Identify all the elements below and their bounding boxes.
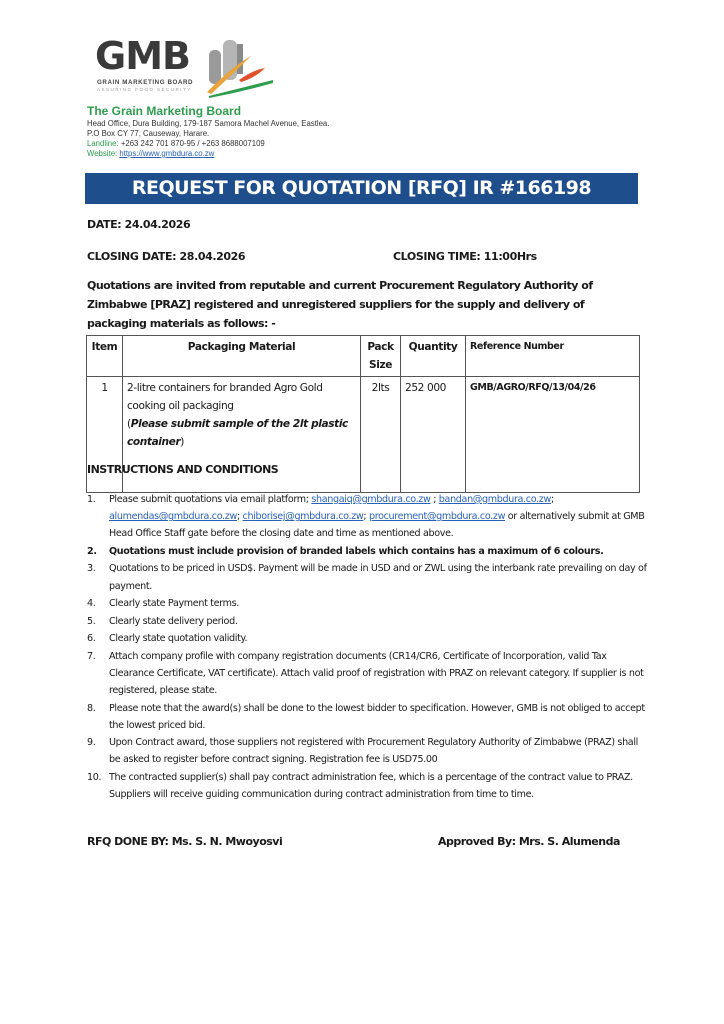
email-link-alumendas[interactable]: alumendas@gmbdura.co.zw [109, 511, 237, 523]
landline [87, 139, 265, 148]
separator: ; [236, 511, 243, 523]
instruction-item [87, 734, 647, 768]
item-text: Clearly state quotation validity. [109, 633, 248, 645]
item-text: Clearly state delivery period. [109, 615, 238, 627]
col-pack-size: Pack Size [361, 336, 401, 377]
grain-silo-icon [203, 36, 273, 98]
col-material: Packaging Material [123, 336, 361, 377]
instruction-item [87, 648, 647, 700]
rfq-date: DATE: 24.04.2026 [87, 218, 191, 231]
intro-paragraph: Quotations are invited from reputable and current Procurement Regulatory Authority of Zimbabwe [PRAZ] registered and unregistered suppliers for the supply and delivery of packaging materials as follows: - [87, 279, 593, 330]
item-text: Attach company profile with company registration documents (CR14/CR6, Certificate of Incorporation, valid Tax Clearance Certificate, VAT certificate). Attach valid proof of registration with PRAZ on relevant category. If supplier is not registered, please state. [109, 650, 644, 697]
col-item: Item [87, 336, 123, 377]
instruction-item [87, 613, 647, 630]
separator: ; [550, 494, 554, 505]
instruction-item [87, 543, 647, 560]
gmb-logo [95, 36, 270, 98]
item-number: 3. [87, 563, 96, 575]
cell-item: 1 [87, 377, 123, 493]
col-quantity: Quantity [401, 336, 466, 377]
website-label: Website: [87, 149, 118, 158]
logo-wordmark: GMB [95, 34, 190, 78]
material-description: 2-litre containers for branded Agro Gold cooking oil packaging [127, 382, 323, 412]
instruction-item [87, 560, 647, 594]
landline-value: +263 242 701 870-95 / +263 8688007109 [120, 139, 265, 148]
separator: ; [430, 494, 439, 505]
logo-subtitle: GRAIN MARKETING BOARD [97, 79, 194, 86]
item-number: 7. [87, 650, 96, 662]
cell-quantity: 252 000 [401, 377, 466, 493]
cell-reference: GMB/AGRO/RFQ/13/04/26 [466, 377, 640, 493]
instructions-list [87, 491, 647, 804]
email-link-procurement[interactable]: procurement@gmbdura.co.zw [368, 511, 506, 523]
instruction-item [87, 491, 647, 543]
email-link-chiborisej[interactable]: chiborisej@gmbdura.co.zw [242, 511, 364, 523]
landline-label: Landline: [87, 139, 119, 148]
email-link-bandan[interactable]: bandan@gmbdura.co.zw [438, 494, 551, 505]
item-number: 5. [87, 615, 96, 627]
approved-by: Approved By: Mrs. S. Alumenda [438, 835, 620, 848]
cell-pack-size: 2lts [361, 377, 401, 493]
item-text: Please note that the award(s) shall be done to the lowest bidder to specification. However, GMB is not obliged to accept the lowest priced bid. [109, 702, 645, 731]
instructions-heading: INSTRUCTIONS AND CONDITIONS [87, 463, 279, 476]
email-link-shangaiq[interactable]: shangaiq@gmbdura.co.zw [311, 494, 431, 505]
note-paren-close: ) [180, 436, 185, 448]
item-text: Quotations to be priced in USD$. Payment will be made in USD and or ZWL using the interbank rate prevailing on day of payment. [109, 563, 647, 592]
closing-time: CLOSING TIME: 11:00Hrs [393, 250, 537, 263]
rfq-done-by: RFQ DONE BY: Ms. S. N. Mwoyosvi [87, 835, 283, 848]
item-number: 9. [87, 737, 96, 749]
separator: ; [363, 511, 369, 523]
instruction-item [87, 769, 647, 803]
item-number: 2. [87, 545, 97, 557]
instruction-item [87, 700, 647, 734]
col-reference: Reference Number [466, 336, 640, 377]
item-text: Upon Contract award, those suppliers not registered with Procurement Regulatory Authority of Zimbabwe (PRAZ) shall be asked to register before contract signing. Registration fee is USD75.00 [109, 737, 638, 766]
instruction-item [87, 630, 647, 647]
material-note: Please submit sample of the 2lt plastic container [127, 418, 348, 448]
instruction-item [87, 595, 647, 612]
item-number: 8. [87, 702, 96, 714]
item-text: Clearly state Payment terms. [109, 598, 239, 610]
item-text: Quotations must include provision of branded labels which contains has a maximum of 6 colours. [109, 545, 604, 557]
website [87, 149, 214, 158]
item-number: 4. [87, 598, 96, 610]
note-paren-open: ( [127, 418, 131, 430]
website-link[interactable]: https://www.gmbdura.co.zw [119, 149, 215, 158]
logo-tagline: ASSURING FOOD SECURITY [97, 87, 192, 92]
item-number: 1. [87, 494, 96, 505]
item-text: The contracted supplier(s) shall pay contract administration fee, which is a percentage of the contract value to PRAZ. Suppliers will receive guiding communication during contract administration from time to time. [109, 771, 633, 801]
item-number: 6. [87, 633, 96, 645]
org-name: The Grain Marketing Board [87, 104, 242, 118]
item-text: or alternatively submit at GMB Head Office Staff gate before the closing date and time as mentioned above. [109, 511, 645, 540]
item-text: Please submit quotations via email platform; [109, 494, 312, 505]
address-line-1: Head Office, Dura Building, 179-187 Samora Machel Avenue, Eastlea. [87, 119, 330, 128]
closing-date: CLOSING DATE: 28.04.2026 [87, 250, 246, 263]
table-header-row [87, 336, 640, 377]
address-line-2: P.O Box CY 77, Causeway, Harare. [87, 129, 210, 138]
item-number: 10. [87, 771, 102, 783]
rfq-title-banner: REQUEST FOR QUOTATION [RFQ] IR #166198 [85, 173, 638, 204]
